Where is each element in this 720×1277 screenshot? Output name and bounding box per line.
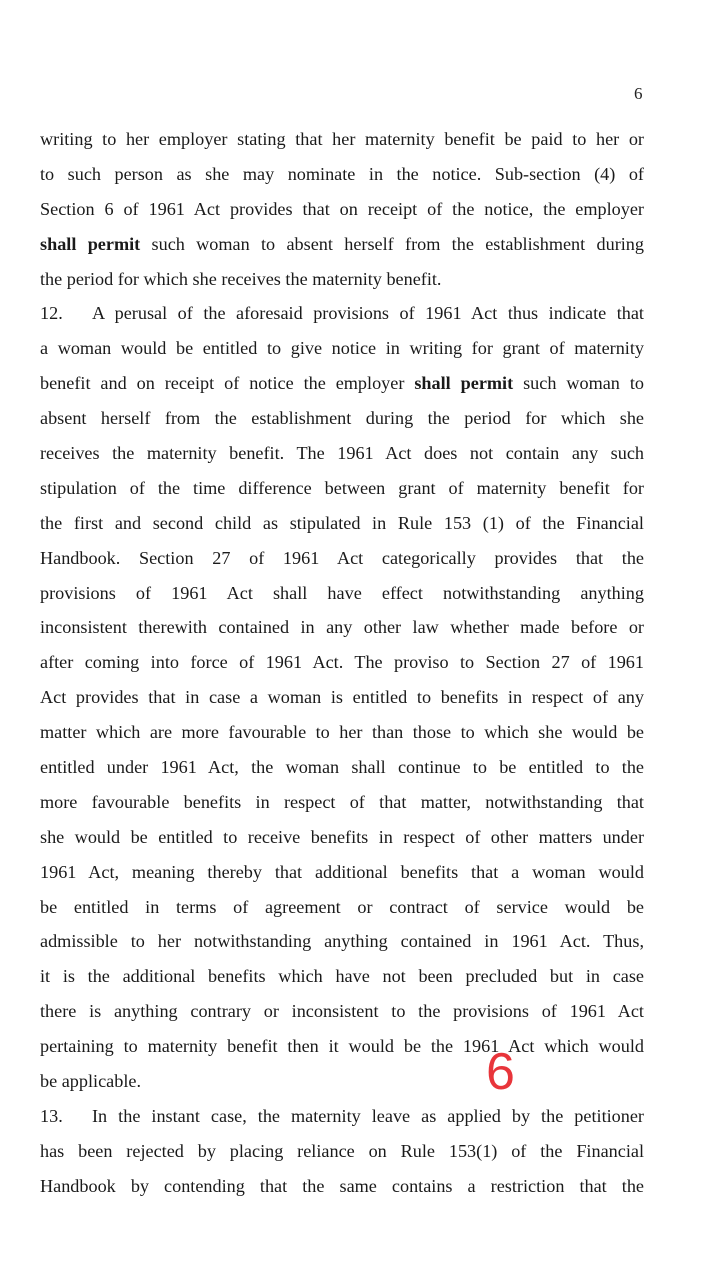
text-segment: the first and second child as stipulated in Rule 153 (1) of the Financial	[40, 512, 644, 533]
text-segment: the period for which she receives the maternity benefit.	[40, 268, 442, 289]
text-segment: to such person as she may nominate in the notice. Sub-section (4) of	[40, 163, 644, 184]
text-line	[40, 1134, 644, 1169]
text-line	[40, 401, 644, 436]
text-segment: benefit and on receipt of notice the employer	[40, 373, 415, 394]
text-line	[40, 890, 644, 925]
text-segment: she would be entitled to receive benefits in respect of other matters under	[40, 826, 644, 847]
paragraph-number: 13.	[40, 1105, 63, 1126]
handwritten-page-annotation: 6	[486, 1043, 515, 1101]
text-segment: In the instant case, the maternity leave as applied by the petitioner	[92, 1105, 644, 1126]
text-line	[40, 1169, 644, 1204]
text-segment: such woman to	[513, 373, 644, 394]
text-line	[40, 1029, 644, 1064]
text-line	[40, 366, 644, 401]
text-line	[40, 924, 644, 959]
text-line	[40, 855, 644, 890]
text-segment: absent herself from the establishment during the period for which she	[40, 408, 644, 429]
text-line	[40, 820, 644, 855]
text-segment: a woman would be entitled to give notice in writing for grant of maternity	[40, 338, 644, 359]
text-line	[40, 715, 644, 750]
text-line	[40, 610, 644, 645]
text-line	[40, 331, 644, 366]
text-line	[40, 436, 644, 471]
text-line	[40, 680, 644, 715]
text-line	[40, 157, 644, 192]
text-segment: it is the additional benefits which have not been precluded but in case	[40, 966, 644, 987]
text-line	[40, 750, 644, 785]
text-segment: be entitled in terms of agreement or contract of service would be	[40, 896, 644, 917]
text-segment: 1961 Act, meaning thereby that additional benefits that a woman would	[40, 861, 644, 882]
emphasized-text: shall permit	[414, 373, 514, 394]
text-line	[40, 1099, 644, 1134]
emphasized-text: shall permit	[40, 233, 141, 254]
text-line	[40, 576, 644, 611]
text-segment: after coming into force of 1961 Act. The proviso to Section 27 of 1961	[40, 652, 644, 673]
text-segment: Handbook. Section 27 of 1961 Act categorically provides that the	[40, 547, 644, 568]
text-segment: receives the maternity benefit. The 1961 Act does not contain any such	[40, 443, 644, 464]
paragraph-number: 12.	[40, 303, 63, 324]
text-segment: writing to her employer stating that her maternity benefit be paid to her or	[40, 129, 644, 149]
text-segment: A perusal of the aforesaid provisions of 1961 Act thus indicate that	[92, 303, 644, 324]
text-segment: entitled under 1961 Act, the woman shall continue to be entitled to the	[40, 757, 644, 778]
text-segment: provisions of 1961 Act shall have effect notwithstanding anything	[40, 582, 644, 603]
text-line	[40, 959, 644, 994]
text-line	[40, 227, 644, 262]
text-segment: Act provides that in case a woman is entitled to benefits in respect of any	[40, 687, 644, 708]
text-segment: stipulation of the time difference between grant of maternity benefit for	[40, 477, 644, 498]
text-segment: such woman to absent herself from the establishment during	[140, 233, 644, 254]
text-segment: admissible to her notwithstanding anything contained in 1961 Act. Thus,	[40, 931, 644, 952]
text-line	[40, 296, 644, 331]
text-line	[40, 506, 644, 541]
text-line	[40, 471, 644, 506]
text-line	[40, 122, 644, 157]
text-line	[40, 785, 644, 820]
text-segment: Section 6 of 1961 Act provides that on receipt of the notice, the employer	[40, 198, 644, 219]
text-line	[40, 645, 644, 680]
text-line	[40, 994, 644, 1029]
text-segment: has been rejected by placing reliance on Rule 153(1) of the Financial	[40, 1140, 644, 1161]
text-line	[40, 262, 644, 297]
text-line	[40, 192, 644, 227]
text-segment: there is anything contrary or inconsistent to the provisions of 1961 Act	[40, 1001, 644, 1022]
text-segment: be applicable.	[40, 1071, 141, 1092]
text-segment: more favourable benefits in respect of that matter, notwithstanding that	[40, 791, 644, 812]
document-body	[40, 122, 644, 1204]
text-segment: Handbook by contending that the same contains a restriction that the	[40, 1175, 644, 1196]
text-segment: matter which are more favourable to her than those to which she would be	[40, 722, 644, 743]
page-number: 6	[634, 84, 643, 103]
text-segment: pertaining to maternity benefit then it would be the 1961 Act which would	[40, 1036, 644, 1057]
text-line	[40, 541, 644, 576]
text-line	[40, 1064, 644, 1099]
text-segment: inconsistent therewith contained in any other law whether made before or	[40, 617, 644, 638]
